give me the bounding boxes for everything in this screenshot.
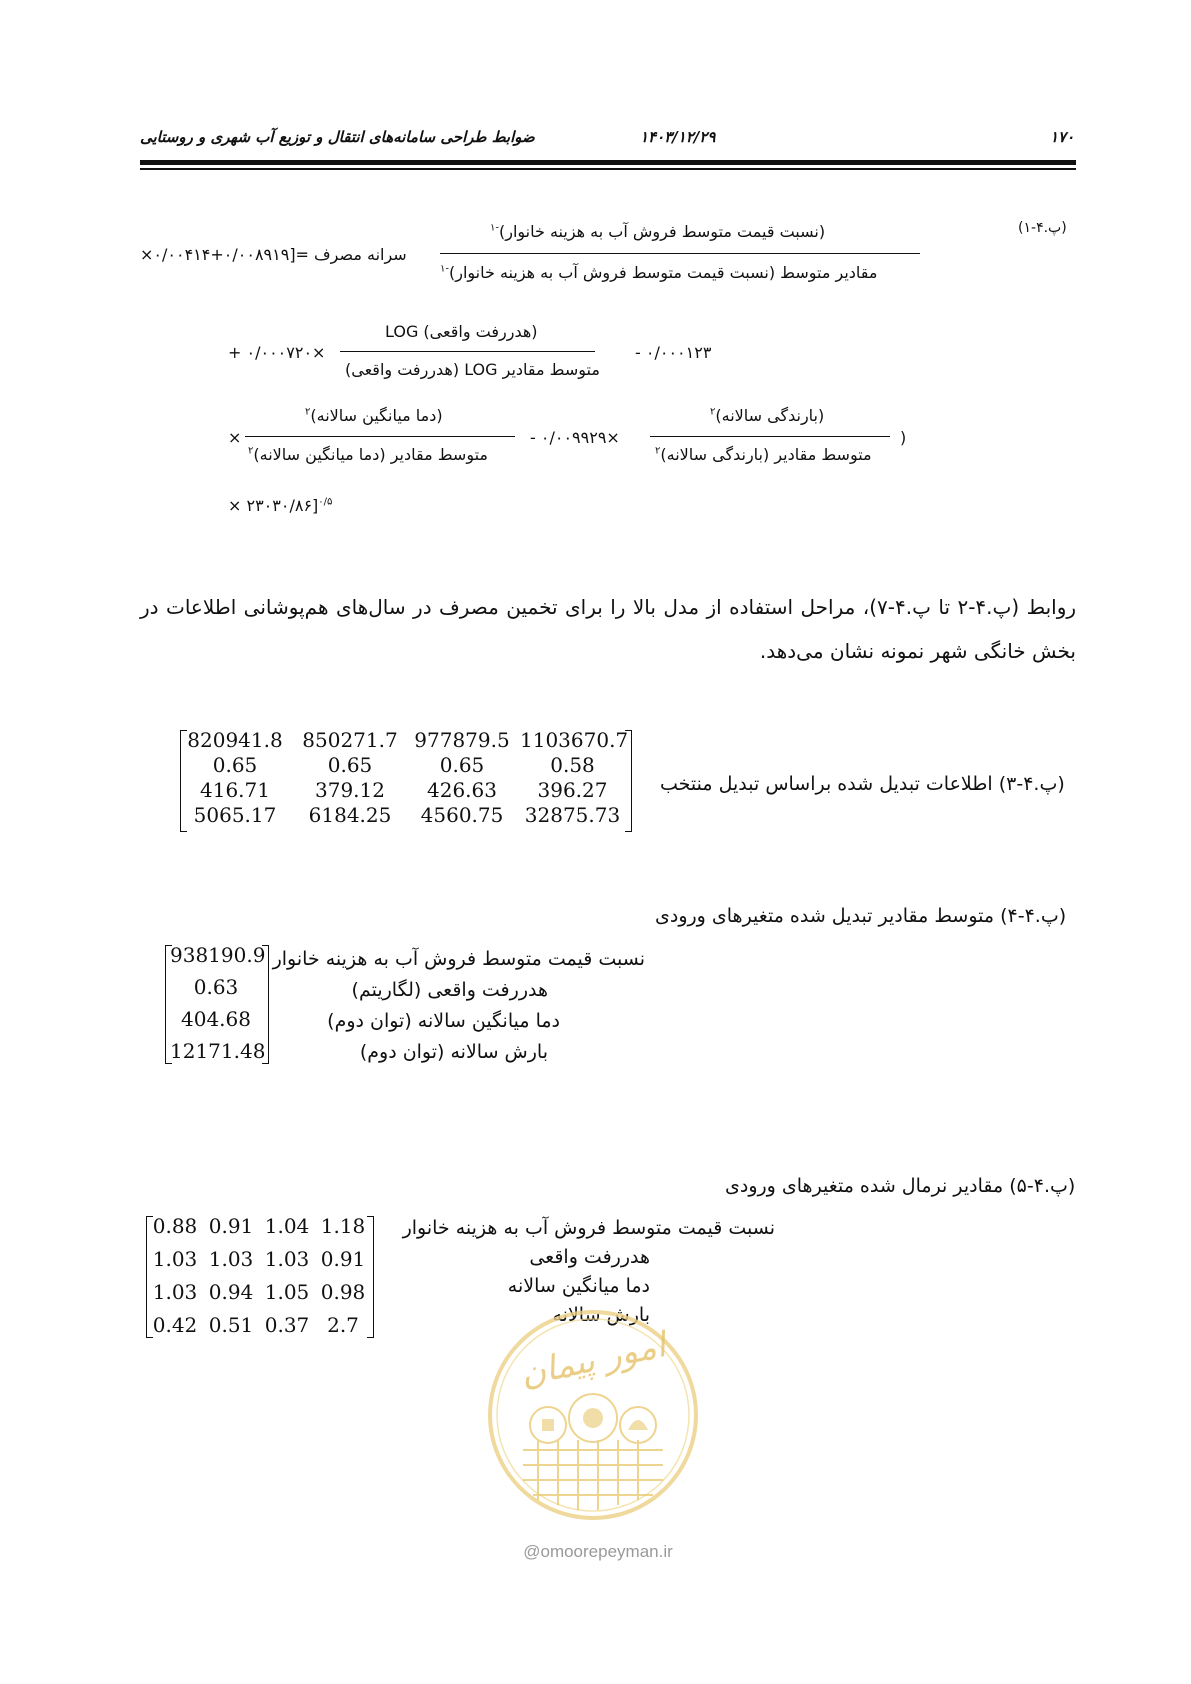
- frac2-denominator: متوسط مقادیر LOG (هدررفت واقعی): [345, 360, 600, 379]
- matrix-cell: 0.37: [264, 1313, 310, 1337]
- matrix-cell: 0.63: [193, 975, 239, 999]
- paragraph-line-2: بخش خانگی شهر نمونه نشان می‌دهد.: [759, 639, 1076, 663]
- matrix-cell: 1.03: [264, 1247, 310, 1271]
- bracket-right: [367, 1216, 374, 1338]
- watermark-logo-icon: [478, 1300, 708, 1530]
- row-label: نسبت قیمت متوسط فروش آب به هزینه خانوار: [402, 1217, 775, 1239]
- matrix-cell: 820941.8: [187, 728, 283, 752]
- matrix-cell: 396.27: [537, 778, 608, 802]
- coef-3: - ۰/۰۰۰۱۲۳: [635, 343, 712, 362]
- header-date: ۱۴۰۳/۱۲/۲۹: [640, 128, 716, 146]
- frac1-bar: [440, 253, 920, 254]
- matrix-cell: 0.65: [439, 753, 485, 777]
- matrix-cell: 4560.75: [420, 803, 504, 827]
- coef-4: - ۰/۰۰۹۹۲۹×: [530, 428, 620, 447]
- watermark: [478, 1300, 708, 1580]
- row-label: دما میانگین سالانه: [507, 1275, 650, 1297]
- row-label: بارش سالانه (توان دوم): [359, 1041, 548, 1063]
- paragraph: [140, 585, 1076, 673]
- frac4-numerator: (بارندگی سالانه)$^۲$: [710, 406, 825, 425]
- row-label: هدررفت واقعی: [529, 1246, 650, 1268]
- matrix-cell: 0.65: [327, 753, 373, 777]
- row-label: نسبت قیمت متوسط فروش آب به هزینه خانوار: [272, 948, 645, 970]
- frac3-bar: [245, 436, 515, 437]
- frac1-denominator: مقادیر متوسط (نسبت قیمت متوسط فروش آب به هزینه خانوار)$^{-۱}$: [440, 263, 878, 282]
- matrix-cell: 0.94: [208, 1280, 254, 1304]
- matrix-cell: 12171.48: [170, 1039, 266, 1063]
- watermark-logo-text: امور پیمان: [516, 1325, 670, 1395]
- matrix-cell: 0.88: [152, 1214, 198, 1238]
- matrix-cell: 404.68: [181, 1007, 251, 1031]
- matrix-p4-5-label: (پ.۴-۵) مقادیر نرمال شده متغیرهای ورودی: [725, 1175, 1076, 1197]
- row-label: بارش سالانه: [552, 1304, 650, 1326]
- open-paren: ): [900, 428, 907, 447]
- equation-label: (پ.۴-۱): [1018, 220, 1067, 236]
- matrix-cell: 0.98: [320, 1280, 366, 1304]
- matrix-cell: 1103670.7: [520, 728, 629, 752]
- matrix-cell: 1.03: [152, 1247, 198, 1271]
- row-label: دما میانگین سالانه (توان دوم): [327, 1010, 560, 1032]
- watermark-url: @omoorepeyman.ir: [523, 1542, 673, 1561]
- frac2-bar: [340, 351, 595, 352]
- matrix-cell: 379.12: [315, 778, 385, 802]
- equation-lhs: سرانه مصرف =[۰/۰۰۸۹۱۹+۰/۰۰۴۱۴×: [140, 245, 407, 264]
- matrix-cell: 2.7: [327, 1313, 359, 1337]
- matrix-cell: 938190.9: [170, 943, 266, 967]
- final-term: × ۲۳۰۳۰/۸۶]$^{۰/۵}$: [228, 496, 333, 515]
- matrix-cell: 0.65: [212, 753, 258, 777]
- matrix-cell: 850271.7: [302, 728, 398, 752]
- times-sign: ×: [228, 428, 242, 447]
- matrix-p4-4-label: (پ.۴-۴) متوسط مقادیر تبدیل شده متغیرهای ورودی: [655, 905, 1067, 927]
- matrix-cell: 0.91: [208, 1214, 254, 1238]
- at-icon: @: [523, 1542, 541, 1561]
- paragraph-line-1: روابط (پ.۴-۲ تا پ.۴-۷)، مراحل استفاده از مدل بالا را برای تخمین مصرف در سال‌های هم‌پوشانی اطلاعات در: [140, 595, 1077, 619]
- matrix-cell: 1.03: [208, 1247, 254, 1271]
- header-title: ضوابط طراحی سامانه‌های انتقال و توزیع آب شهری و روستایی: [140, 128, 535, 146]
- matrix-cell: 977879.5: [414, 728, 510, 752]
- header-rule-thin: [140, 168, 1076, 170]
- frac4-bar: [650, 436, 890, 437]
- header-rule: [140, 160, 1076, 165]
- frac1-numerator: (نسبت قیمت متوسط فروش آب به هزینه خانوار)$^{-۱}$: [490, 222, 826, 241]
- matrix-cell: 0.42: [152, 1313, 198, 1337]
- matrix-cell: 0.91: [320, 1247, 366, 1271]
- matrix-cell: 1.03: [152, 1280, 198, 1304]
- matrix-cell: 32875.73: [524, 803, 621, 827]
- matrix-cell: 426.63: [427, 778, 497, 802]
- matrix-cell: 6184.25: [308, 803, 392, 827]
- frac2-numerator: LOG (هدررفت واقعی): [385, 322, 538, 341]
- matrix-p4-3-label: (پ.۴-۳) اطلاعات تبدیل شده براساس تبدیل منتخب: [660, 773, 1065, 795]
- frac4-denominator: متوسط مقادیر (بارندگی سالانه)$^۲$: [655, 445, 872, 464]
- matrix-cell: 5065.17: [193, 803, 277, 827]
- matrix-cell: 0.58: [550, 753, 595, 777]
- matrix-cell: 1.04: [264, 1214, 310, 1238]
- matrix-cell: 0.51: [208, 1313, 254, 1337]
- matrix-cell: 416.71: [200, 778, 270, 802]
- page-number: ۱۷۰: [1050, 128, 1075, 146]
- matrix-cell: 1.18: [320, 1214, 366, 1238]
- row-label: هدررفت واقعی (لگاریتم): [351, 979, 548, 1001]
- frac3-denominator: متوسط مقادیر (دما میانگین سالانه)$^۲$: [248, 445, 488, 464]
- frac3-numerator: (دما میانگین سالانه)$^۲$: [305, 406, 443, 425]
- coef-2: + ۰/۰۰۰۷۲۰×: [228, 343, 326, 362]
- matrix-cell: 1.05: [264, 1280, 310, 1304]
